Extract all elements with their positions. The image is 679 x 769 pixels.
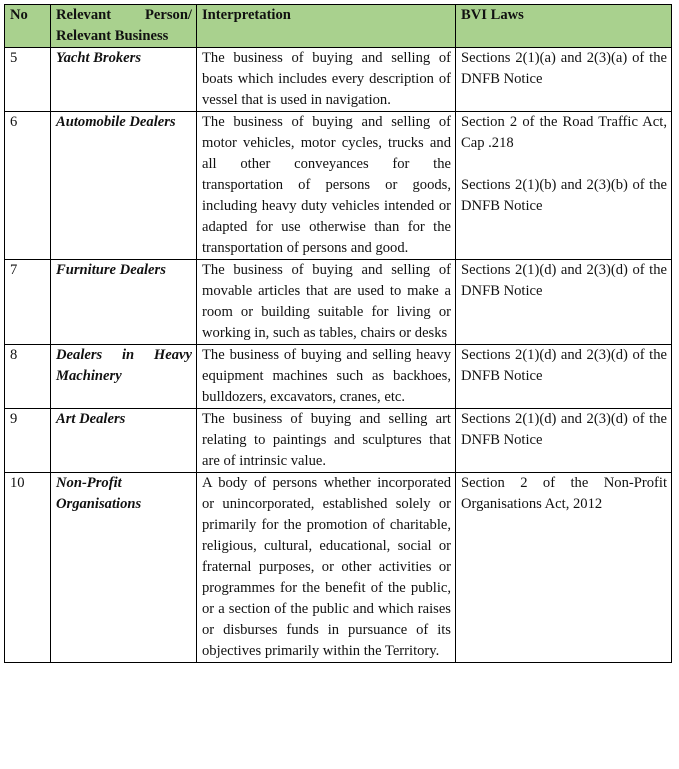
table-row [5, 260, 672, 345]
relevant-business-name: Automobile Dealers [51, 112, 197, 260]
header-interpretation: Interpretation [197, 5, 456, 48]
relevant-business-name: Yacht Brokers [51, 48, 197, 112]
interpretation-cell [197, 473, 456, 663]
bvi-laws-cell [456, 48, 672, 112]
table-row [5, 409, 672, 473]
table-row [5, 473, 672, 663]
interpretation-cell [197, 112, 456, 260]
table-row [5, 48, 672, 112]
row-number: 5 [5, 48, 51, 112]
interpretation-cell [197, 48, 456, 112]
row-number: 9 [5, 409, 51, 473]
bvi-law-text-secondary: Sections 2(1)(b) and 2(3)(b) of the DNFB Notice [461, 177, 667, 214]
bvi-law-text: Sections 2(1)(d) and 2(3)(d) of the DNFB Notice [461, 347, 667, 384]
interpretation-text: The business of buying and selling of boats which includes every description of vessel that is used in navigation. [202, 50, 451, 108]
relevant-business-name [51, 345, 197, 409]
bvi-law-text: Section 2 of the Road Traffic Act, Cap .218 [461, 114, 667, 151]
relevant-business-name: Art Dealers [51, 409, 197, 473]
row-number: 7 [5, 260, 51, 345]
bvi-laws-cell [456, 345, 672, 409]
paragraph-gap [461, 154, 667, 175]
bvi-laws-cell [456, 409, 672, 473]
header-no: No [5, 5, 51, 48]
interpretation-cell [197, 260, 456, 345]
header-relevant-person: Relevant Person/ Relevant Business [51, 5, 197, 48]
bvi-law-text: Sections 2(1)(a) and 2(3)(a) of the DNFB Notice [461, 50, 667, 87]
interpretation-text: The business of buying and selling heavy equipment machines such as backhoes, bulldozers, excavators, cranes, etc. [202, 347, 451, 405]
relevant-business-name: Furniture Dealers [51, 260, 197, 345]
interpretation-text: The business of buying and selling art relating to paintings and sculptures that are of intrinsic value. [202, 411, 451, 469]
bvi-law-text: Sections 2(1)(d) and 2(3)(d) of the DNFB Notice [461, 411, 667, 448]
bvi-laws-cell [456, 112, 672, 260]
table-row [5, 112, 672, 260]
bvi-laws-cell [456, 260, 672, 345]
row-number: 8 [5, 345, 51, 409]
dnfb-table [4, 4, 672, 663]
bvi-law-text: Sections 2(1)(d) and 2(3)(d) of the DNFB Notice [461, 262, 667, 299]
row-number: 10 [5, 473, 51, 663]
interpretation-text: The business of buying and selling of motor vehicles, motor cycles, trucks and all other conveyances for the transportation of persons or goods, including heavy duty vehicles intended or adapted for use otherwise than for the transportation of persons and good. [202, 114, 451, 256]
interpretation-text: A body of persons whether incorporated or unincorporated, established solely or primarily for the promotion of charitable, religious, cultural, educational, social or fraternal purposes, or other activities or programmes for the benefit of the public, or a section of the public and which raises or disburses funds in pursuance of its objectives primarily within the Territory. [202, 475, 451, 659]
relevant-business-name: Non-Profit Organisations [51, 473, 197, 663]
relevant-business-name-text: Dealers in Heavy Machinery [56, 347, 192, 384]
interpretation-cell [197, 345, 456, 409]
bvi-laws-cell [456, 473, 672, 663]
bvi-law-text: Section 2 of the Non-Profit Organisations Act, 2012 [461, 475, 667, 512]
interpretation-cell [197, 409, 456, 473]
table-row [5, 345, 672, 409]
table-header-row [5, 5, 672, 48]
header-bvi-laws: BVI Laws [456, 5, 672, 48]
interpretation-text: The business of buying and selling of movable articles that are used to make a room or building suitable for living or working in, such as tables, chairs or desks [202, 262, 451, 341]
row-number: 6 [5, 112, 51, 260]
